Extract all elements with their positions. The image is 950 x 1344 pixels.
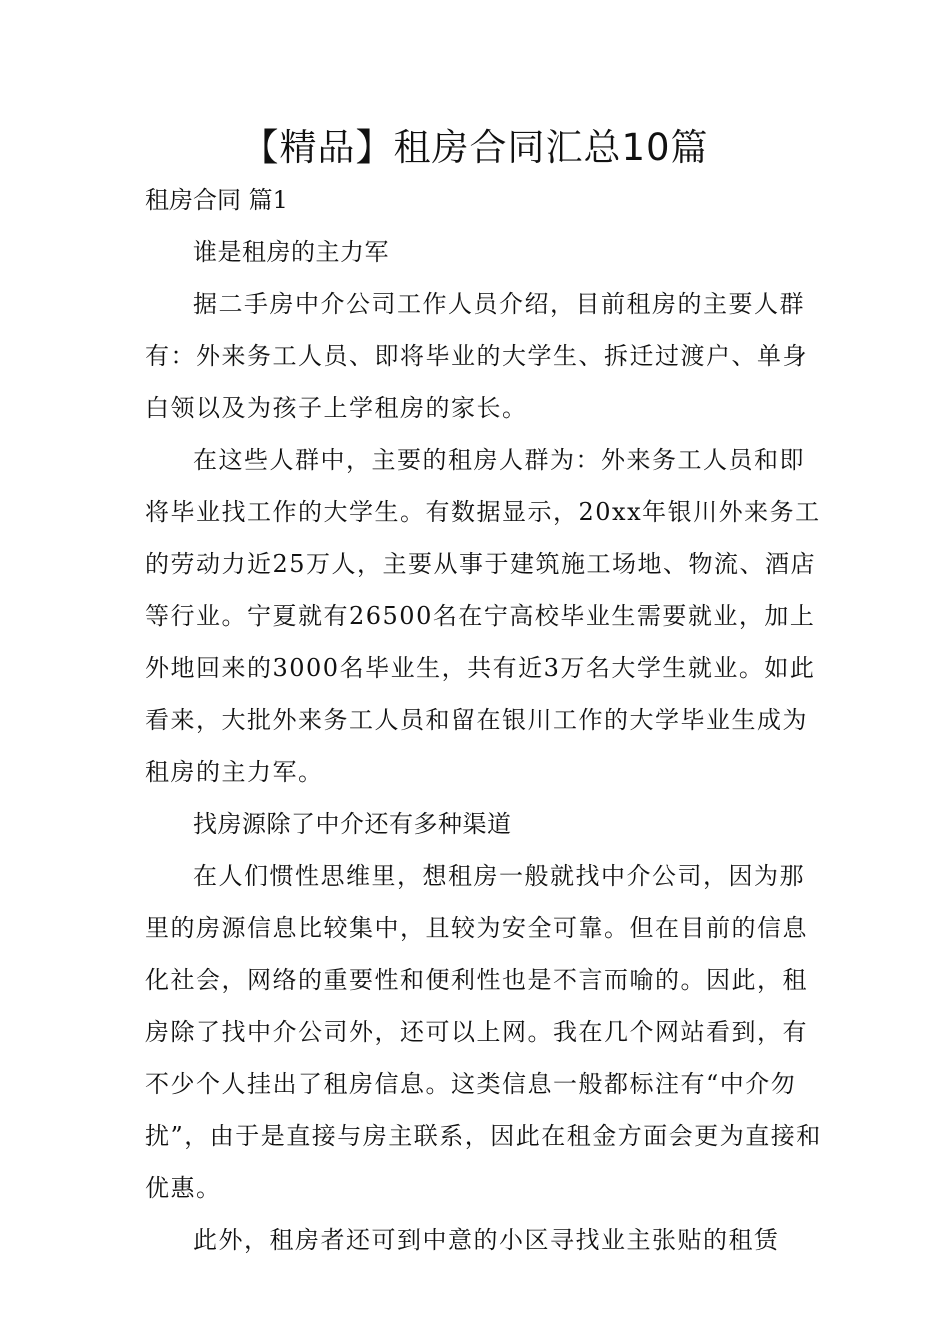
- document-body: [145, 226, 825, 1266]
- paragraph-online-listings: 在人们惯性思维里，想租房一般就找中介公司，因为那里的房源信息比较集中，且较为安全可靠。但在目前的信息化社会，网络的重要性和便利性也是不言而喻的。因此，租房除了找中介公司外，还可以上网。我在几个网站看到，有不少个人挂出了租房信息。这类信息一般都标注有“中介勿扰”，由于是直接与房主联系，因此在租金方面会更为直接和优惠。: [145, 862, 822, 1202]
- section-heading: 租房合同 篇1: [145, 186, 288, 214]
- paragraph-community-notices: 此外，租房者还可到中意的小区寻找业主张贴的租赁: [193, 1226, 780, 1254]
- paragraph-renter-groups: 据二手房中介公司工作人员介绍，目前租房的主要人群有：外来务工人员、即将毕业的大学生、拆迁过渡户、单身白领以及为孩子上学租房的家长。: [145, 290, 808, 422]
- subheading-housing-channels: 找房源除了中介还有多种渠道: [193, 810, 512, 838]
- document-title: 【精品】租房合同汇总10篇: [241, 126, 709, 169]
- paragraph-renter-statistics: 在这些人群中，主要的租房人群为：外来务工人员和即将毕业找工作的大学生。有数据显示，20xx年银川外来务工的劳动力近25万人，主要从事于建筑施工场地、物流、酒店等行业。宁夏就有26500名在宁高校毕业生需要就业，加上外地回来的3000名毕业生，共有近3万名大学生就业。如此看来，大批外来务工人员和留在银川工作的大学毕业生成为租房的主力军。: [145, 446, 821, 786]
- subheading-main-renters: 谁是租房的主力军: [193, 238, 389, 266]
